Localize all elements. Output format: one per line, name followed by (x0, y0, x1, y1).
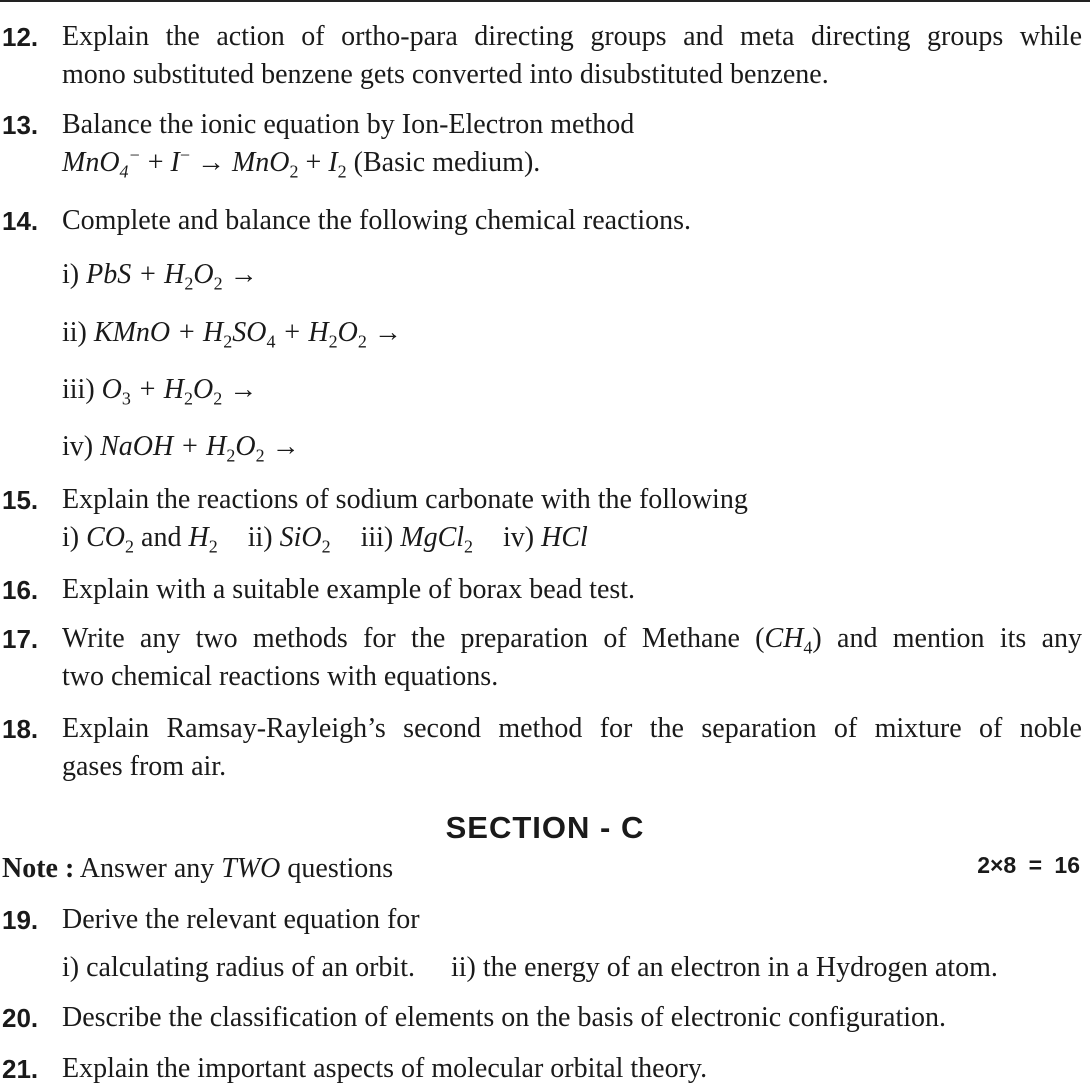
question-text: Describe the classification of elements on the basis of electronic configuration. (62, 1002, 947, 1033)
question-text: two chemical reactions with equations. (62, 661, 499, 692)
reaction-i: i) PbS + $H_2O_2$ → (62, 259, 258, 294)
question-number: 15. (2, 485, 39, 515)
reaction-ii: ii) KMnO + $H_2SO_4 + H_2O_2$ → (62, 317, 402, 352)
section-heading: SECTION - C (445, 810, 645, 845)
ionic-equation: $MnO_4^- + I^- \to MnO_2 + I_2$ (Basic medium). (62, 145, 541, 182)
question-19-parts: i) calculating radius of an orbit. ii) the energy of an electron in a Hydrogen atom. (62, 952, 998, 983)
question-number: 13. (2, 110, 39, 140)
question-text: Derive the relevant equation for (62, 904, 420, 935)
question-text: Complete and balance the following chemical reactions. (62, 205, 691, 236)
question-number: 21. (2, 1054, 39, 1084)
question-number: 19. (2, 905, 39, 935)
question-text: gases from air. (62, 751, 227, 782)
reaction-iv: iv) NaOH + $H_2O_2$ → (62, 431, 300, 466)
question-text: Explain with a suitable example of borax bead test. (62, 574, 636, 605)
section-note: Note : Answer any TWO questions (2, 853, 394, 884)
question-text: Balance the ionic equation by Ion-Electron method (62, 109, 635, 140)
question-text: Explain the action of ortho-para directing groups and meta directing groups while (62, 21, 1082, 52)
question-text: Explain the reactions of sodium carbonate with the following (62, 484, 748, 515)
question-text: Explain the important aspects of molecular orbital theory. (62, 1053, 708, 1084)
question-number: 17. (2, 624, 39, 654)
question-text: mono substituted benzene gets converted into disubstituted benzene. (62, 59, 829, 90)
section-marks: 2×8 = 16 (977, 852, 1080, 878)
question-number: 20. (2, 1003, 39, 1033)
question-number: 12. (2, 22, 39, 52)
question-number: 18. (2, 714, 39, 744)
question-number: 16. (2, 575, 39, 605)
top-rule (0, 0, 1090, 2)
question-text: Explain Ramsay-Rayleigh’s second method for the separation of mixture of noble (62, 713, 1082, 744)
question-number: 14. (2, 206, 39, 236)
options-line: i) $CO_2$ and $H_2$ ii) SiO$_2$ iii) MgCl$_2$ iv) HCl (62, 522, 588, 557)
reaction-iii: iii) $O_3 + H_2O_2$ → (62, 374, 258, 409)
question-text: Write any two methods for the preparation of Methane $(CH_4)$ and mention its any (62, 623, 1082, 658)
